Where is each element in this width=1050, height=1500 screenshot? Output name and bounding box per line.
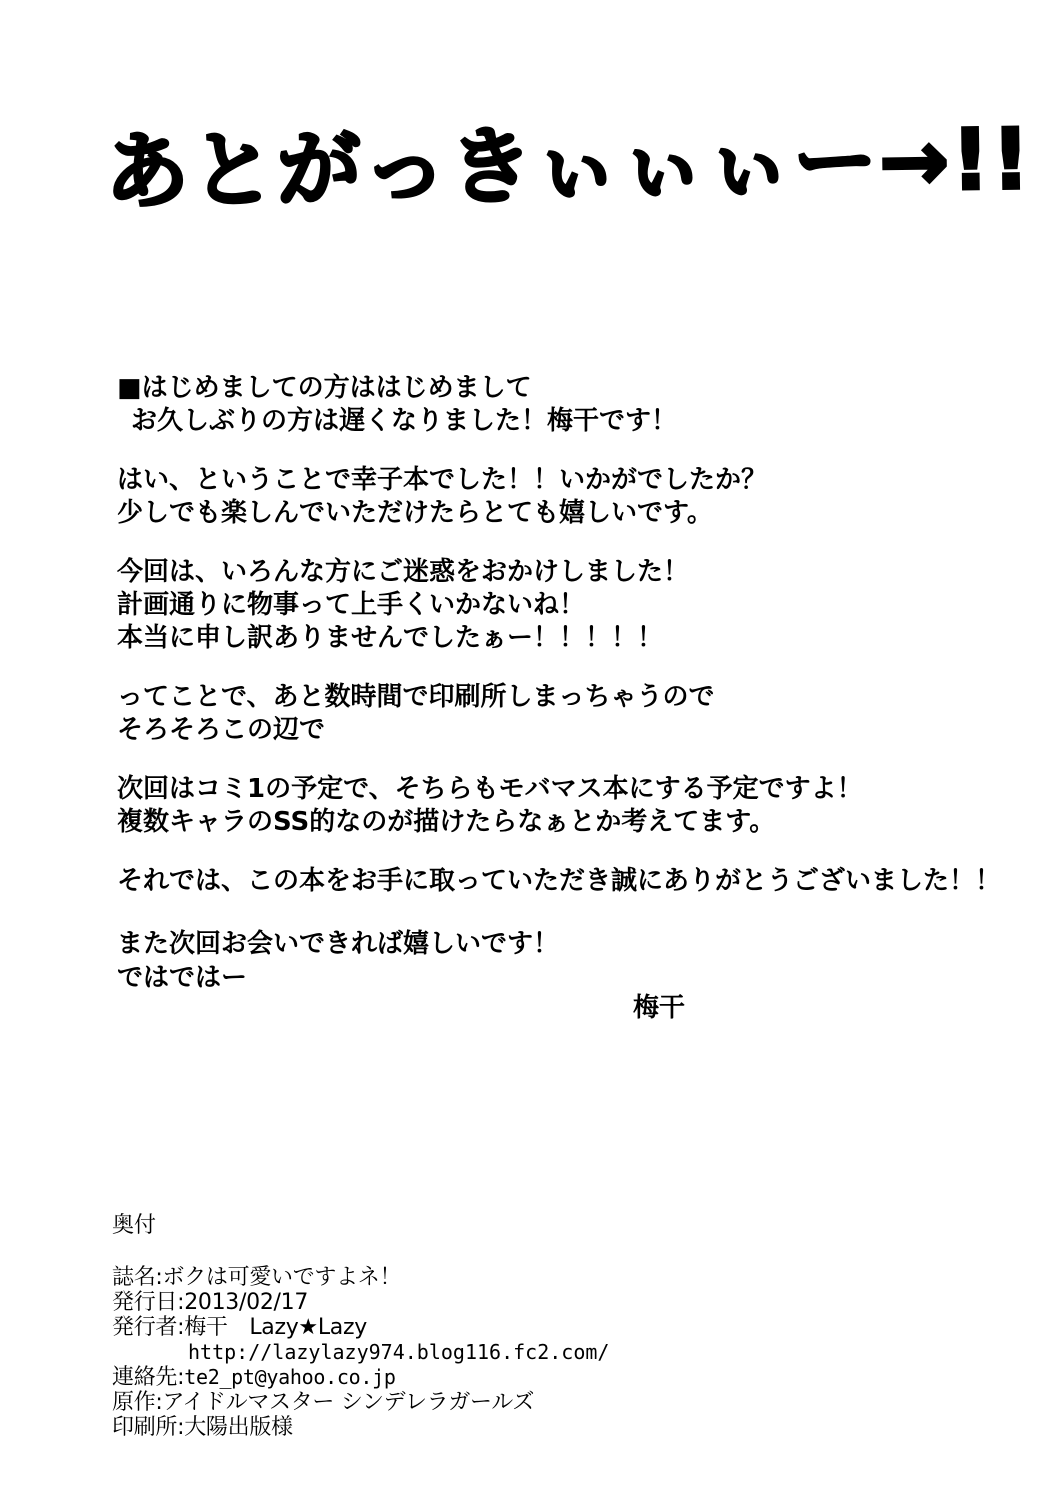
- colophon-printer-row: [112, 1415, 812, 1440]
- paragraph-next-event: [117, 773, 997, 839]
- colophon-value: ボクは可愛いですよネ！: [162, 1265, 402, 1290]
- colophon-value: 梅干 Lazy★Lazy: [184, 1315, 367, 1340]
- paragraph-deadline: [117, 681, 997, 747]
- colophon-title-row: [112, 1265, 812, 1290]
- colophon-label: 印刷所:: [112, 1415, 185, 1440]
- colophon-label: 連絡先:: [112, 1365, 185, 1390]
- text-line: 少しでも楽しんでいただけたらとても嬉しいです。: [117, 498, 713, 528]
- colophon-publisher-row: [112, 1315, 812, 1340]
- text-line: そろそろこの辺で: [117, 715, 326, 745]
- colophon-url: http://lazylazy974.blog116.fc2.com/: [188, 1340, 610, 1364]
- colophon-original-row: [112, 1390, 812, 1415]
- paragraph-thanks: [117, 865, 1002, 898]
- text-line: ■はじめましての方ははじめまして: [117, 373, 532, 403]
- colophon-date-row: [112, 1290, 812, 1315]
- paragraph-see-you: [117, 928, 997, 961]
- colophon-heading: 奥付: [112, 1213, 157, 1238]
- colophon-value: 大陽出版様: [184, 1415, 293, 1440]
- text-line: はい、ということで幸子本でした！！いかがでしたか？: [117, 465, 768, 495]
- text-line: ってことで、あと数時間で印刷所しまっちゃうので: [117, 682, 715, 712]
- colophon-label: 誌名:: [112, 1265, 163, 1290]
- colophon-label: 原作:: [112, 1390, 163, 1415]
- paragraph-book-intro: [117, 464, 997, 530]
- colophon-value: 2013/02/17: [184, 1290, 309, 1315]
- colophon: [112, 1213, 812, 1440]
- colophon-value: アイドルマスター シンデレラガールズ: [162, 1390, 535, 1415]
- text-line: 次回はコミ1の予定で、そちらもモバマス本にする予定ですよ！: [117, 774, 863, 804]
- text-line: 本当に申し訳ありませんでしたぁー！！！！！: [117, 623, 664, 653]
- text-line: お久しぶりの方は遅くなりました！梅干です！: [131, 406, 678, 436]
- colophon-label: 発行日:: [112, 1290, 185, 1315]
- paragraph-greeting: [117, 372, 997, 438]
- colophon-value: te2_pt@yahoo.co.jp: [184, 1365, 396, 1389]
- text-line: 複数キャラのSS的なのが描けたらなぁとか考えてます。: [117, 807, 776, 837]
- text-line: 今回は、いろんな方にご迷惑をおかけしました！: [117, 557, 690, 587]
- signoff-text: ではではー: [117, 963, 248, 993]
- text-line: 計画通りに物事って上手くいかないね！: [117, 590, 586, 620]
- afterword-body: [117, 372, 1002, 991]
- paragraph-apology: [117, 556, 997, 655]
- text-line: それでは、この本をお手に取っていただき誠にありがとうございました！！: [117, 866, 1002, 896]
- colophon-label: 発行者:: [112, 1315, 185, 1340]
- author-signature: 梅干: [633, 993, 686, 1023]
- afterword-title: あとがっきぃぃぃー→!!: [104, 110, 1033, 221]
- colophon-contact-row: [112, 1365, 812, 1390]
- text-line: また次回お会いできれば嬉しいです！: [117, 929, 560, 959]
